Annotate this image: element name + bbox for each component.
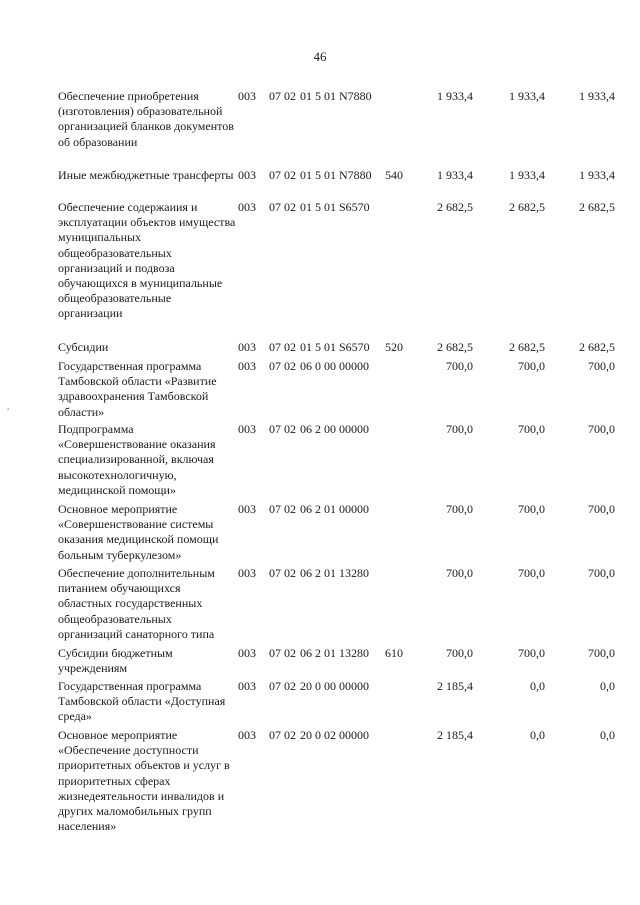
- value-year-1: 700,0: [446, 502, 473, 516]
- value-year-3: 0,0: [600, 679, 615, 693]
- value-year-1: 2 185,4: [437, 679, 473, 693]
- value-year-3: 2 682,5: [579, 340, 615, 354]
- value-year-1: 2 185,4: [437, 728, 473, 742]
- row-name: Субсидии: [58, 340, 109, 354]
- code-csr: 06 2 00 00000: [300, 422, 369, 436]
- code-csr: 06 0 00 00000: [300, 359, 369, 373]
- code-csr: 01 5 01 N7880: [300, 89, 372, 103]
- value-year-2: 0,0: [530, 679, 545, 693]
- row-name: Субсидии бюджетным учреждениям: [58, 646, 173, 676]
- code-ved: 003: [238, 200, 256, 214]
- code-rz: 07: [269, 168, 281, 182]
- code-pr: 02: [284, 200, 296, 214]
- value-year-1: 1 933,4: [437, 168, 473, 182]
- value-year-2: 700,0: [518, 422, 545, 436]
- row-name: Государственная программа Тамбовской области «Доступная среда»: [58, 679, 226, 724]
- code-rz: 07: [269, 566, 281, 580]
- code-pr: 02: [284, 340, 296, 354]
- value-year-3: 1 933,4: [579, 168, 615, 182]
- value-year-2: 700,0: [518, 502, 545, 516]
- row-name: Обеспечение содержаиия и эксплуатации объектов имущества муниципальных общеобразовательных организаций и подвоза обучающихся в муниципальные общеобразовательные организации: [58, 200, 236, 321]
- value-year-2: 2 682,5: [509, 340, 545, 354]
- code-rz: 07: [269, 200, 281, 214]
- code-vr: 520: [385, 340, 403, 354]
- code-csr: 01 5 01 S6570: [300, 200, 370, 214]
- code-vr: 610: [385, 646, 403, 660]
- value-year-1: 700,0: [446, 359, 473, 373]
- value-year-3: 0,0: [600, 728, 615, 742]
- code-pr: 02: [284, 679, 296, 693]
- value-year-3: 700,0: [588, 359, 615, 373]
- code-rz: 07: [269, 359, 281, 373]
- code-ved: 003: [238, 359, 256, 373]
- code-csr: 06 2 01 00000: [300, 502, 369, 516]
- row-name: Основное мероприятие «Обеспечение доступности приоритетных объектов и услуг в приоритетных сферах жизнедеятельности инвалидов и других маломобильных групп населения»: [58, 728, 230, 834]
- row-name: Подпрограмма «Совершенствование оказания специализированной, включая высокотехнологичную, медицинской помощи»: [58, 422, 216, 497]
- code-pr: 02: [284, 422, 296, 436]
- value-year-2: 700,0: [518, 646, 545, 660]
- code-ved: 003: [238, 566, 256, 580]
- value-year-2: 700,0: [518, 566, 545, 580]
- code-pr: 02: [284, 728, 296, 742]
- code-pr: 02: [284, 89, 296, 103]
- code-vr: 540: [385, 168, 403, 182]
- value-year-1: 700,0: [446, 646, 473, 660]
- value-year-1: 700,0: [446, 422, 473, 436]
- code-rz: 07: [269, 89, 281, 103]
- value-year-3: 700,0: [588, 646, 615, 660]
- row-name: Государственная программа Тамбовской области «Развитие здравоохранения Тамбовской области»: [58, 359, 217, 419]
- code-ved: 003: [238, 168, 256, 182]
- row-name: Обеспечение дополнительным питанием обучающихся областных государственных общеобразовательных организаций санаторного типа: [58, 566, 215, 641]
- row-name: Обеспечение приобретения (изготовления) образовательной организацией бланков документов об образовании: [58, 89, 234, 149]
- code-ved: 003: [238, 502, 256, 516]
- value-year-2: 0,0: [530, 728, 545, 742]
- code-pr: 02: [284, 566, 296, 580]
- code-ved: 003: [238, 89, 256, 103]
- code-rz: 07: [269, 679, 281, 693]
- code-rz: 07: [269, 728, 281, 742]
- code-pr: 02: [284, 502, 296, 516]
- code-ved: 003: [238, 728, 256, 742]
- code-csr: 06 2 01 13280: [300, 646, 369, 660]
- value-year-1: 700,0: [446, 566, 473, 580]
- row-name: Иные межбюджетные трансферты: [58, 168, 234, 182]
- code-csr: 01 5 01 S6570: [300, 340, 370, 354]
- value-year-1: 2 682,5: [437, 340, 473, 354]
- code-csr: 20 0 00 00000: [300, 679, 369, 693]
- code-rz: 07: [269, 502, 281, 516]
- code-pr: 02: [284, 646, 296, 660]
- code-csr: 20 0 02 00000: [300, 728, 369, 742]
- code-ved: 003: [238, 422, 256, 436]
- page-number: 46: [313, 49, 327, 64]
- value-year-3: 700,0: [588, 422, 615, 436]
- value-year-3: 700,0: [588, 502, 615, 516]
- value-year-2: 700,0: [518, 359, 545, 373]
- code-rz: 07: [269, 340, 281, 354]
- code-csr: 01 5 01 N7880: [300, 168, 372, 182]
- code-ved: 003: [238, 340, 256, 354]
- value-year-1: 2 682,5: [437, 200, 473, 214]
- code-rz: 07: [269, 422, 281, 436]
- code-ved: 003: [238, 679, 256, 693]
- value-year-2: 2 682,5: [509, 200, 545, 214]
- margin-mark: ,: [7, 401, 10, 411]
- value-year-2: 1 933,4: [509, 168, 545, 182]
- code-rz: 07: [269, 646, 281, 660]
- value-year-2: 1 933,4: [509, 89, 545, 103]
- code-pr: 02: [284, 168, 296, 182]
- value-year-3: 2 682,5: [579, 200, 615, 214]
- code-ved: 003: [238, 646, 256, 660]
- code-pr: 02: [284, 359, 296, 373]
- row-name: Основное мероприятие «Совершенствование системы оказания медицинской помощи больным туберкулезом»: [58, 502, 219, 562]
- value-year-3: 1 933,4: [579, 89, 615, 103]
- value-year-1: 1 933,4: [437, 89, 473, 103]
- code-csr: 06 2 01 13280: [300, 566, 369, 580]
- value-year-3: 700,0: [588, 566, 615, 580]
